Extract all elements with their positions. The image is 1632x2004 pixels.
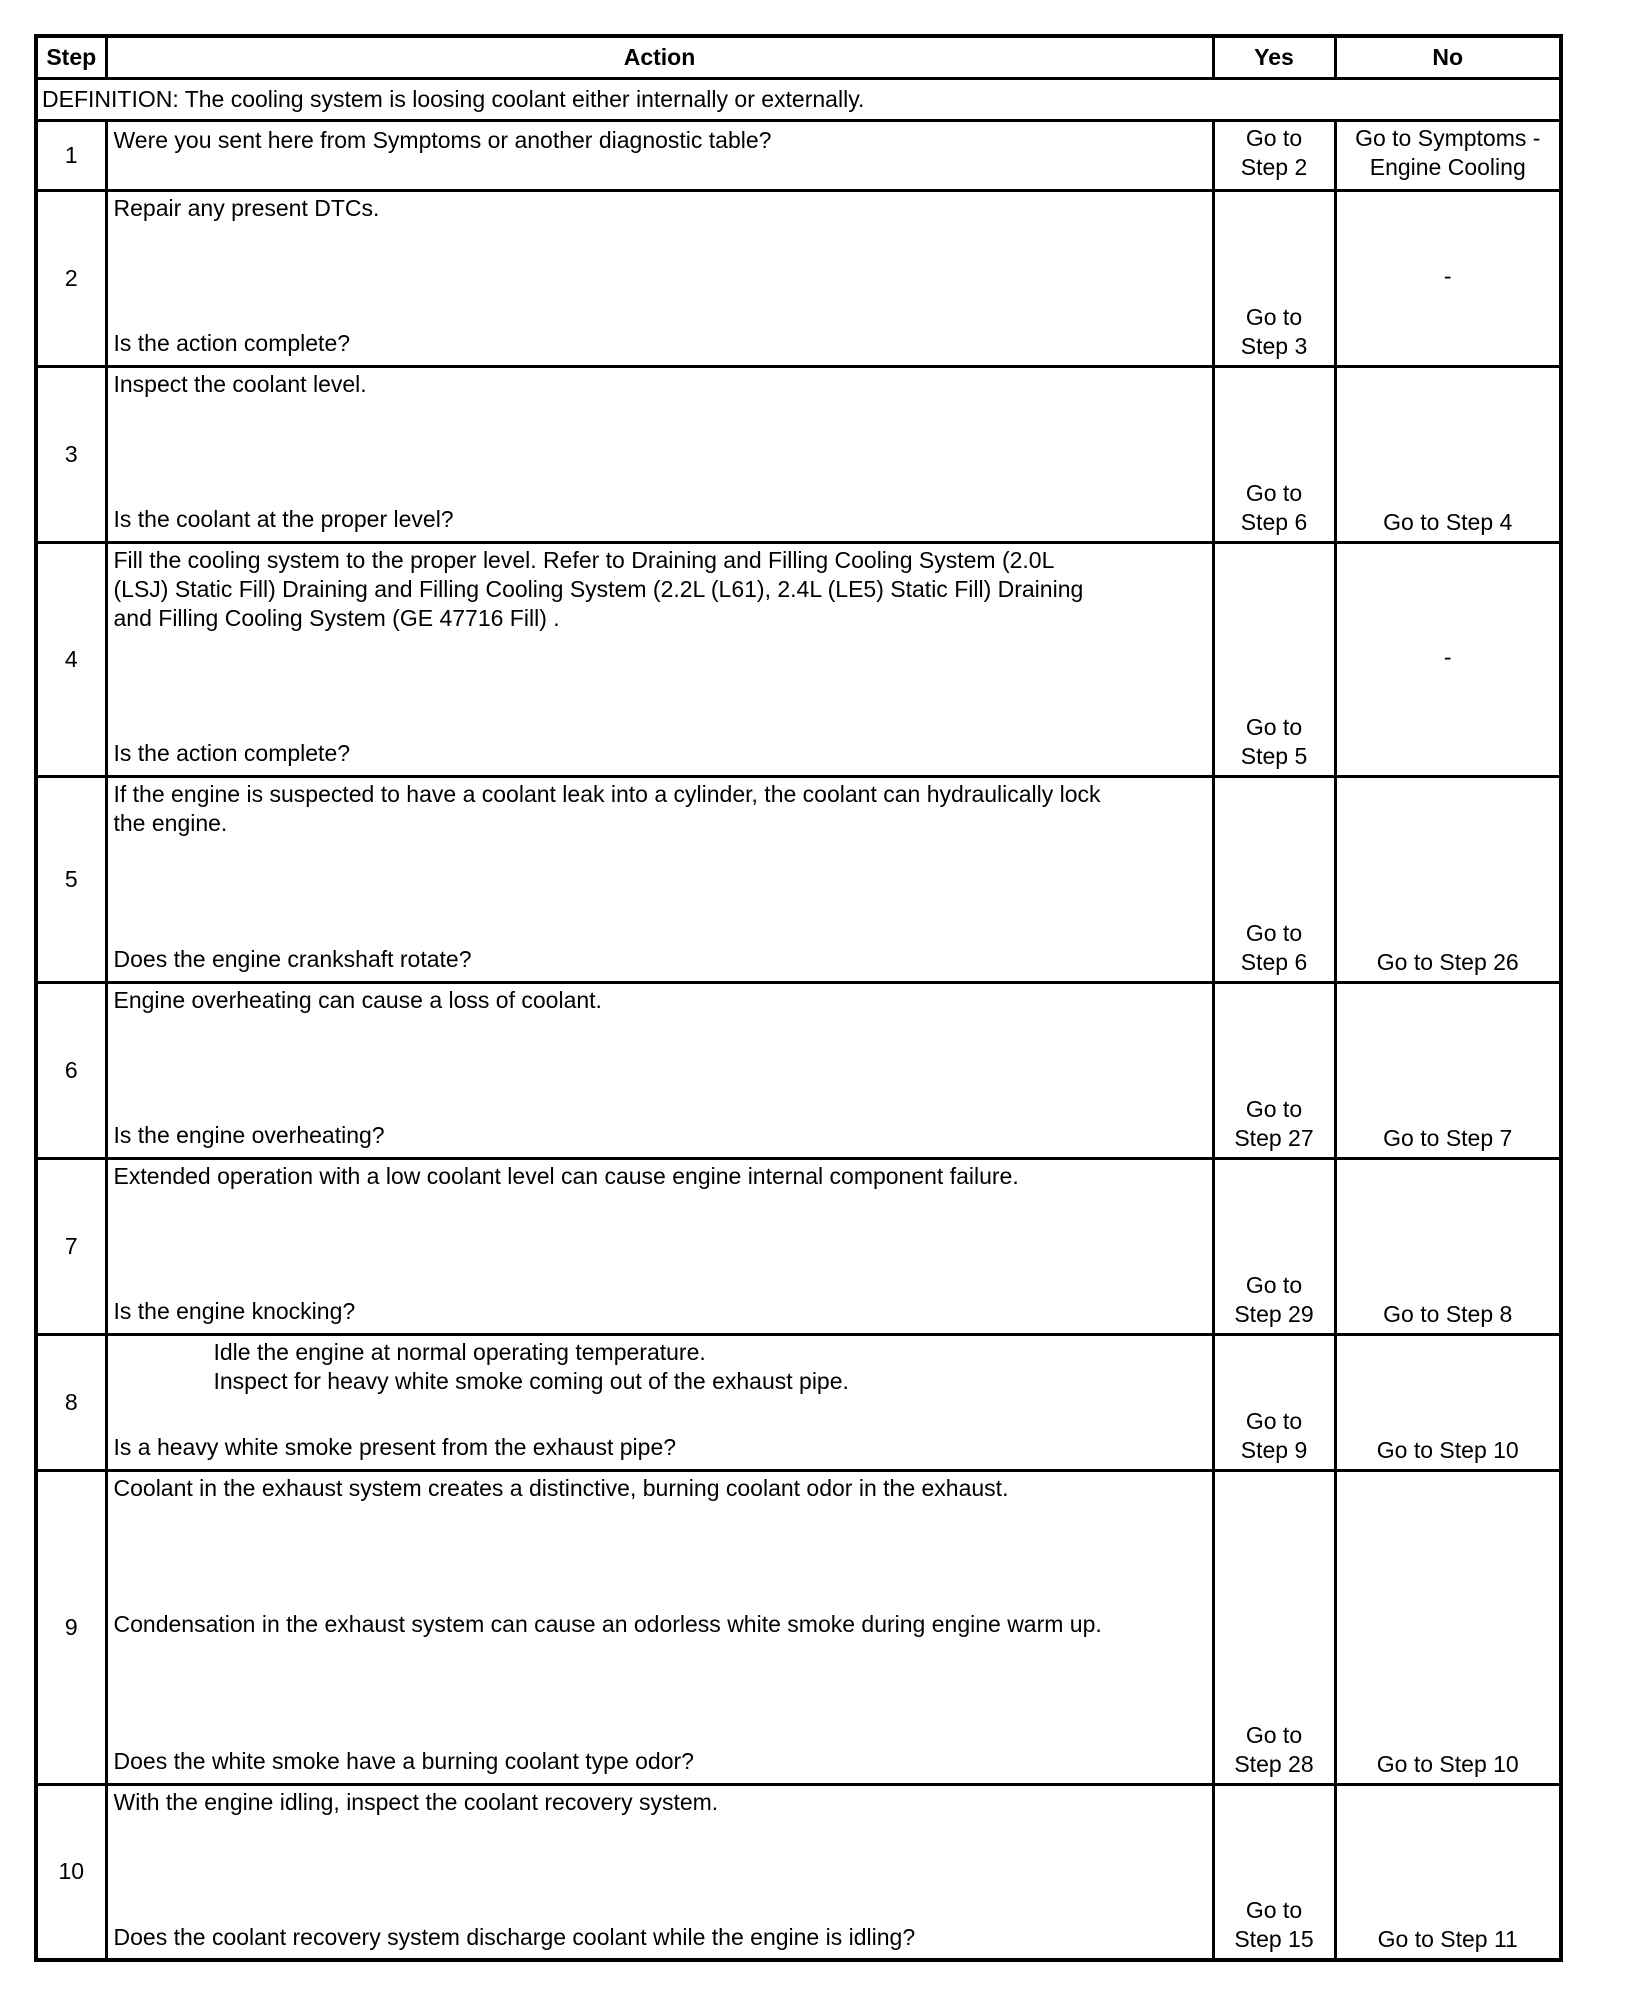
no-cell: - — [1335, 542, 1561, 776]
table-row — [36, 982, 1561, 1158]
table-row — [36, 1334, 1561, 1470]
yes-text: Go to — [1245, 919, 1303, 946]
yes-text: Go to — [1245, 1407, 1303, 1434]
header-action: Action — [106, 36, 1213, 78]
yes-text: Step 6 — [1240, 508, 1308, 535]
action-cell — [106, 366, 1213, 542]
yes-text: Go to — [1245, 479, 1303, 506]
action-text: Inspect for heavy white smoke coming out of the exhaust pipe. — [213, 1367, 849, 1394]
yes-text: Step 9 — [1240, 1436, 1308, 1463]
step-number: 6 — [36, 982, 106, 1158]
yes-cell — [1213, 120, 1335, 190]
action-cell — [106, 190, 1213, 366]
yes-text: Go to — [1245, 303, 1303, 330]
no-cell: Go to Step 10 — [1335, 1470, 1561, 1784]
step-number: 3 — [36, 366, 106, 542]
action-cell — [106, 1334, 1213, 1470]
table-row — [36, 1158, 1561, 1334]
yes-text: Step 29 — [1234, 1300, 1314, 1327]
yes-text: Step 28 — [1234, 1750, 1314, 1777]
action-question: Is the action complete? — [113, 739, 351, 766]
step-number: 7 — [36, 1158, 106, 1334]
action-cell — [106, 1470, 1213, 1784]
step-number: 10 — [36, 1784, 106, 1960]
header-yes: Yes — [1213, 36, 1335, 78]
definition-text: DEFINITION: The cooling system is loosing coolant either internally or externally. — [36, 78, 1561, 120]
yes-text: Step 6 — [1240, 948, 1308, 975]
action-text: Engine overheating can cause a loss of coolant. — [113, 986, 602, 1013]
yes-cell — [1213, 542, 1335, 776]
action-question: Does the coolant recovery system discharge coolant while the engine is idling? — [113, 1923, 916, 1950]
action-text: Coolant in the exhaust system creates a distinctive, burning coolant odor in the exhaust. — [113, 1474, 1009, 1501]
yes-cell — [1213, 1158, 1335, 1334]
yes-text: Go to — [1245, 1897, 1303, 1923]
table-row — [36, 190, 1561, 366]
action-text: the engine. — [113, 809, 228, 836]
table-row — [36, 1784, 1561, 1960]
table-row — [36, 542, 1561, 776]
no-cell: Go to Step 7 — [1335, 982, 1561, 1158]
no-cell: Go to Step 4 — [1335, 366, 1561, 542]
action-cell — [106, 776, 1213, 982]
header-step: Step — [36, 36, 106, 78]
no-cell — [1335, 120, 1561, 190]
no-cell: - — [1335, 190, 1561, 366]
action-text: Condensation in the exhaust system can cause an odorless white smoke during engine warm up. — [113, 1611, 1102, 1637]
header-no: No — [1335, 36, 1561, 78]
action-text: Fill the cooling system to the proper level. Refer to Draining and Filling Cooling System (2.0L — [113, 546, 1055, 573]
yes-cell — [1213, 190, 1335, 366]
yes-cell — [1213, 1784, 1335, 1960]
action-cell — [106, 120, 1213, 190]
table-row — [36, 776, 1561, 982]
table-header-row — [36, 36, 1561, 78]
yes-text: Go to — [1245, 1095, 1303, 1122]
action-question: Is the engine knocking? — [113, 1297, 356, 1324]
step-number: 9 — [36, 1470, 106, 1784]
action-question: Is the engine overheating? — [113, 1121, 385, 1148]
action-text: Extended operation with a low coolant level can cause engine internal component failure. — [113, 1162, 1019, 1189]
yes-cell — [1213, 1470, 1335, 1784]
yes-cell — [1213, 776, 1335, 982]
action-cell — [106, 982, 1213, 1158]
action-question: Is a heavy white smoke present from the exhaust pipe? — [113, 1433, 677, 1460]
step-number: 1 — [36, 120, 106, 190]
action-cell — [106, 542, 1213, 776]
action-cell — [106, 1784, 1213, 1960]
yes-cell — [1213, 982, 1335, 1158]
table-row — [36, 1470, 1561, 1784]
action-text: Were you sent here from Symptoms or another diagnostic table? — [113, 126, 772, 153]
action-cell — [106, 1158, 1213, 1334]
action-text: Repair any present DTCs. — [113, 194, 380, 221]
step-number: 5 — [36, 776, 106, 982]
action-text: Inspect the coolant level. — [113, 370, 367, 397]
diagnostic-table — [34, 34, 1563, 1962]
step-number: 8 — [36, 1334, 106, 1470]
step-number: 4 — [36, 542, 106, 776]
action-text: Idle the engine at normal operating temperature. — [213, 1338, 706, 1365]
yes-text: Go to — [1245, 713, 1303, 740]
table-row — [36, 120, 1561, 190]
action-text: If the engine is suspected to have a coolant leak into a cylinder, the coolant can hydraulically lock — [113, 780, 1101, 807]
no-cell: Go to Step 10 — [1335, 1334, 1561, 1470]
action-question: Is the action complete? — [113, 329, 351, 356]
action-text: and Filling Cooling System (GE 47716 Fill) . — [113, 604, 560, 631]
yes-cell — [1213, 1334, 1335, 1470]
step-number: 2 — [36, 190, 106, 366]
action-text: (LSJ) Static Fill) Draining and Filling Cooling System (2.2L (L61), 2.4L (LE5) Static Fill) Draining — [113, 575, 1084, 602]
yes-text: Step 15 — [1234, 1926, 1314, 1952]
yes-text: Step 27 — [1234, 1124, 1314, 1151]
no-cell: Go to Step 11 — [1335, 1784, 1561, 1960]
action-question: Does the white smoke have a burning coolant type odor? — [113, 1747, 694, 1774]
action-text: With the engine idling, inspect the coolant recovery system. — [113, 1788, 719, 1815]
yes-text: Go to — [1245, 1271, 1303, 1298]
no-text: Go to Symptoms - — [1355, 124, 1541, 151]
definition-row — [36, 78, 1561, 120]
no-cell: Go to Step 26 — [1335, 776, 1561, 982]
yes-text: Go to — [1245, 1721, 1303, 1748]
yes-text: Step 2 — [1240, 153, 1308, 180]
yes-text: Go to — [1245, 124, 1303, 151]
action-question: Is the coolant at the proper level? — [113, 505, 454, 532]
table-row — [36, 366, 1561, 542]
no-cell: Go to Step 8 — [1335, 1158, 1561, 1334]
yes-text: Step 3 — [1240, 332, 1308, 359]
no-text: Engine Cooling — [1369, 153, 1526, 180]
action-question: Does the engine crankshaft rotate? — [113, 945, 472, 972]
yes-cell — [1213, 366, 1335, 542]
yes-text: Step 5 — [1240, 742, 1308, 769]
